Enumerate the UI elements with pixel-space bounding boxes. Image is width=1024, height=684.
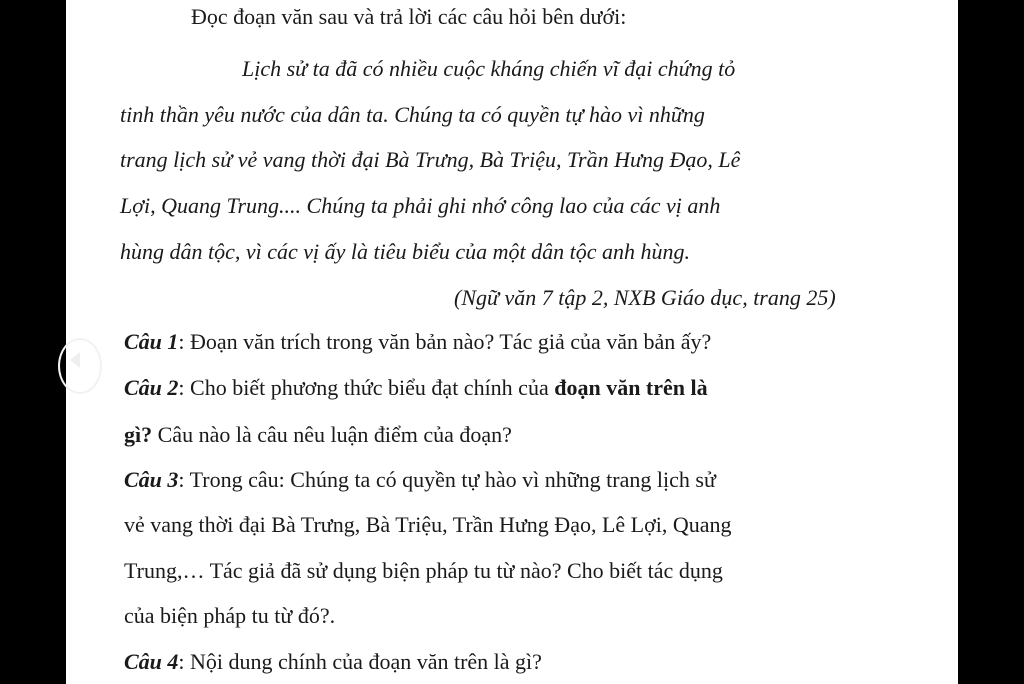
question-1-label: Câu 1 — [124, 329, 179, 354]
passage-line: hùng dân tộc, vì các vị ấy là tiêu biểu của một dân tộc anh hùng. — [120, 239, 691, 264]
question-2-text: Câu nào là câu nêu luận điểm của đoạn? — [152, 422, 512, 447]
question-3 — [124, 466, 716, 494]
question-3-label: Câu 3 — [124, 467, 179, 492]
question-4-text: : Nội dung chính của đoạn văn trên là gì? — [178, 649, 542, 674]
question-3-cont: vẻ vang thời đại Bà Trưng, Bà Triệu, Trần Hưng Đạo, Lê Lợi, Quang — [124, 512, 732, 537]
question-2-bold-text: gì? — [124, 422, 153, 447]
passage-line: trang lịch sử vẻ vang thời đại Bà Trưng, Bà Triệu, Trần Hưng Đạo, Lê — [120, 147, 741, 172]
faded-nav-circle[interactable] — [58, 338, 102, 394]
question-3-cont: của biện pháp tu từ đó?. — [124, 603, 336, 628]
question-2-label: Câu 2 — [124, 375, 179, 400]
question-2-cont — [124, 421, 512, 449]
passage-line: Lợi, Quang Trung.... Chúng ta phải ghi nhớ công lao của các vị anh — [120, 193, 721, 218]
document-page — [66, 0, 958, 684]
question-1-text: : Đoạn văn trích trong văn bản nào? Tác giả của văn bản ấy? — [178, 329, 712, 354]
instruction-text: Đọc đoạn văn sau và trả lời các câu hỏi bên dưới: — [191, 4, 627, 29]
question-2-text: : Cho biết phương thức biểu đạt chính của — [178, 375, 555, 400]
question-1 — [124, 328, 711, 356]
question-4 — [124, 648, 542, 676]
faded-back-arrow-icon — [70, 352, 80, 368]
question-3-cont: Trung,… Tác giả đã sử dụng biện pháp tu từ nào? Cho biết tác dụng — [124, 558, 723, 583]
passage-source: (Ngữ văn 7 tập 2, NXB Giáo dục, trang 25) — [454, 285, 836, 310]
passage-line: tinh thần yêu nước của dân ta. Chúng ta có quyền tự hào vì những — [120, 102, 705, 127]
passage-line: Lịch sử ta đã có nhiều cuộc kháng chiến vĩ đại chứng tỏ — [242, 56, 736, 81]
question-2 — [124, 374, 708, 402]
question-3-text: : Trong câu: Chúng ta có quyền tự hào vì những trang lịch sử — [178, 467, 716, 492]
question-2-bold-text: đoạn văn trên là — [554, 375, 708, 400]
question-4-label: Câu 4 — [124, 649, 179, 674]
